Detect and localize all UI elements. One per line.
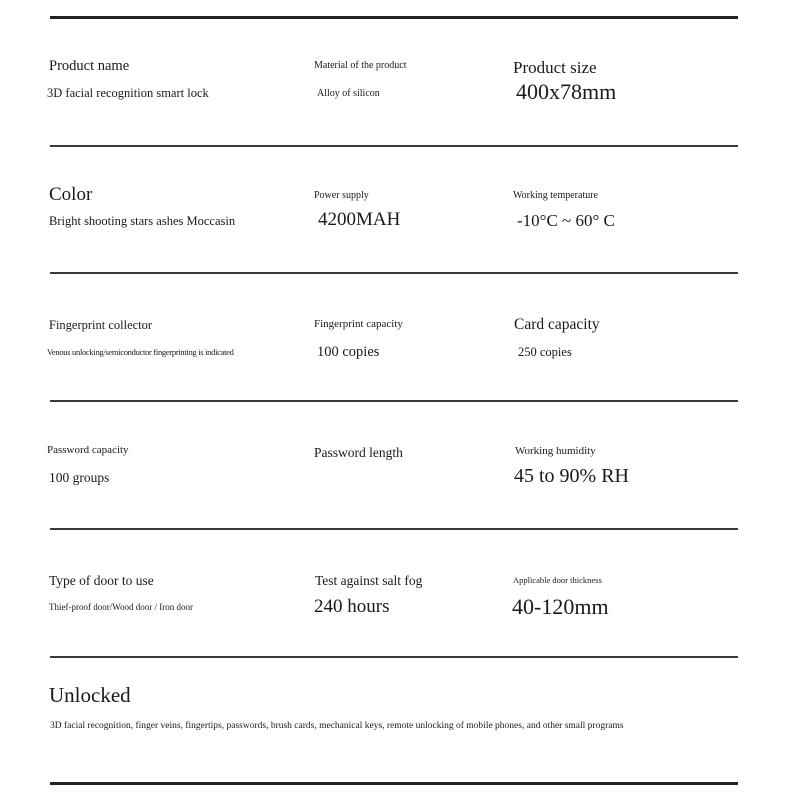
- spec-label: Power supply: [314, 190, 369, 201]
- spec-value: Thief-proof door/Wood door / Iron door: [49, 602, 193, 612]
- spec-value: 100 groups: [49, 470, 110, 485]
- spec-value: 4200MAH: [318, 209, 401, 230]
- row-divider: [50, 145, 738, 147]
- spec-value: 40-120mm: [512, 594, 609, 619]
- spec-value: 3D facial recognition smart lock: [47, 86, 209, 100]
- spec-label: Test against salt fog: [315, 573, 423, 588]
- spec-label: Card capacity: [514, 316, 600, 333]
- spec-value: Bright shooting stars ashes Moccasin: [49, 214, 236, 228]
- spec-label: Product name: [49, 58, 130, 74]
- spec-label: Fingerprint collector: [49, 318, 153, 332]
- spec-label: Password capacity: [47, 444, 129, 456]
- spec-value: Venous unlocking/semiconductor fingerprinting is indicated: [47, 347, 234, 357]
- spec-label: Type of door to use: [49, 573, 154, 588]
- spec-label: Working humidity: [515, 445, 596, 457]
- unlocked-title: Unlocked: [49, 683, 131, 707]
- spec-value: 100 copies: [317, 344, 380, 360]
- unlocked-text: 3D facial recognition, finger veins, fingertips, passwords, brush cards, mechanical keys, remote unlocking of mobile phones, and other small programs: [50, 721, 624, 731]
- spec-label: Applicable door thickness: [513, 575, 602, 585]
- bottom-divider: [50, 782, 738, 785]
- row-divider: [50, 528, 738, 530]
- spec-label: Working temperature: [513, 190, 598, 201]
- row-divider: [50, 656, 738, 658]
- spec-label: Fingerprint capacity: [314, 318, 403, 330]
- top-divider: [50, 16, 738, 19]
- spec-value: 240 hours: [314, 596, 390, 617]
- row-divider: [50, 400, 738, 402]
- spec-label: Color: [49, 184, 93, 205]
- spec-value: Alloy of silicon: [317, 88, 380, 99]
- spec-value: -10°C ~ 60° C: [517, 211, 615, 230]
- row-divider: [50, 272, 738, 274]
- spec-label: Material of the product: [314, 60, 407, 71]
- spec-value: 45 to 90% RH: [514, 465, 629, 487]
- spec-label: Password length: [314, 445, 403, 460]
- spec-value: 400x78mm: [516, 79, 617, 104]
- spec-value: 250 copies: [518, 345, 572, 359]
- spec-label: Product size: [513, 58, 597, 77]
